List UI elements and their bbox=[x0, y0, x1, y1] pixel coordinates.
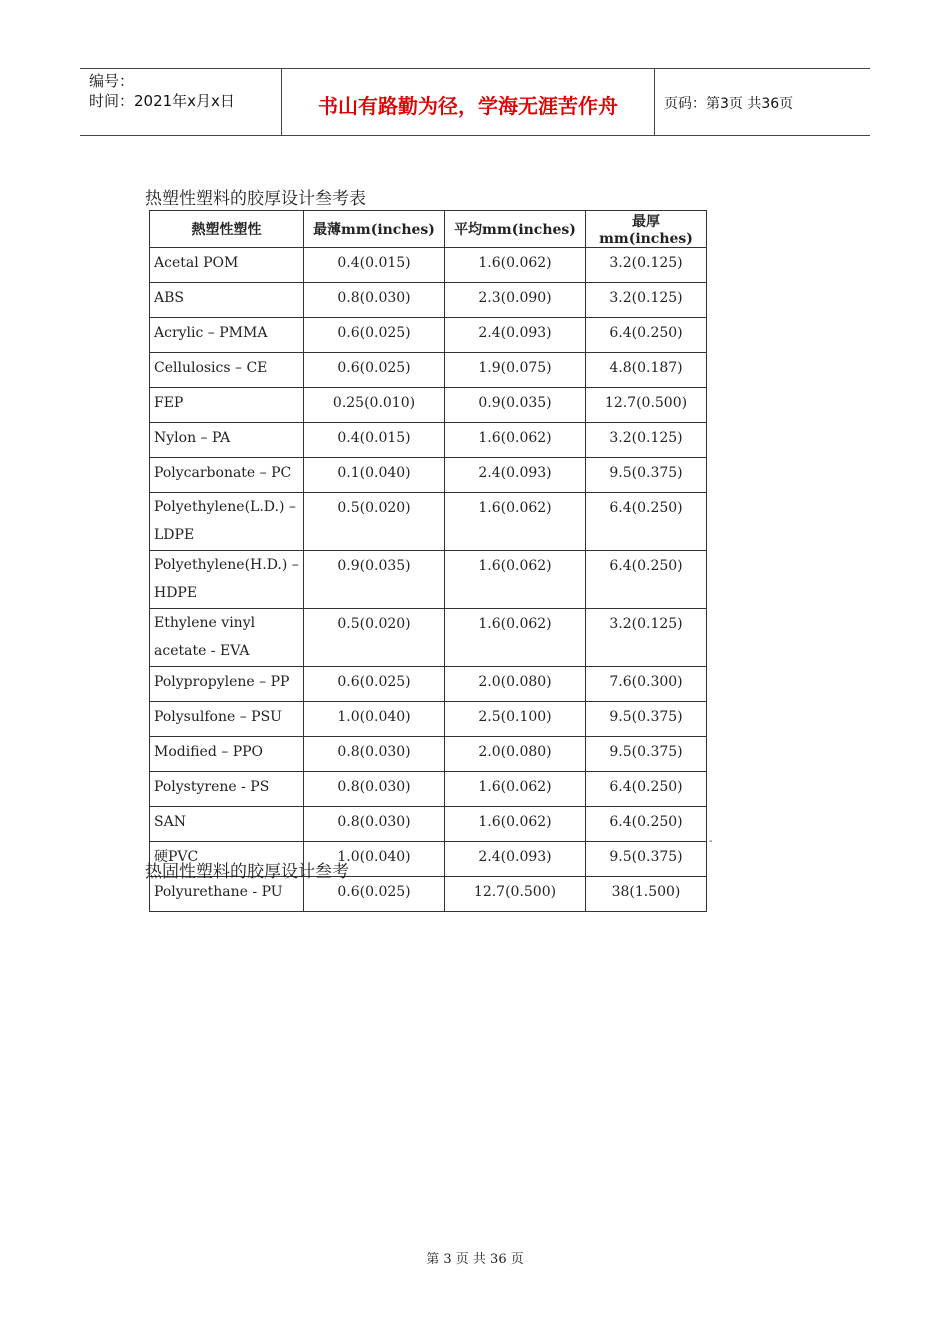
max-cell: 6.4(0.250) bbox=[586, 493, 707, 551]
max-cell: 6.4(0.250) bbox=[586, 807, 707, 842]
min-cell: 0.1(0.040) bbox=[304, 458, 445, 493]
max-cell: 4.8(0.187) bbox=[586, 353, 707, 388]
avg-cell: 2.4(0.093) bbox=[445, 458, 586, 493]
min-cell: 0.4(0.015) bbox=[304, 248, 445, 283]
table-row bbox=[150, 737, 707, 772]
avg-cell: 0.9(0.035) bbox=[445, 388, 586, 423]
min-cell: 0.6(0.025) bbox=[304, 318, 445, 353]
max-cell: 12.7(0.500) bbox=[586, 388, 707, 423]
avg-cell: 1.6(0.062) bbox=[445, 609, 586, 667]
header-top-rule bbox=[80, 68, 870, 69]
material-cell: Polycarbonate – PC bbox=[150, 458, 304, 493]
column-header-min: 最薄mm(inches) bbox=[304, 211, 445, 248]
section2-caption: 热固性塑料的胶厚设计叁考 bbox=[145, 862, 349, 882]
max-cell: 3.2(0.125) bbox=[586, 609, 707, 667]
min-cell: 0.8(0.030) bbox=[304, 737, 445, 772]
max-cell: 9.5(0.375) bbox=[586, 842, 707, 877]
max-cell: 6.4(0.250) bbox=[586, 318, 707, 353]
avg-cell: 1.6(0.062) bbox=[445, 551, 586, 609]
table-row bbox=[150, 807, 707, 842]
column-header-material: 熱塑性塑性 bbox=[150, 211, 304, 248]
min-cell: 0.4(0.015) bbox=[304, 423, 445, 458]
min-cell: 0.8(0.030) bbox=[304, 283, 445, 318]
material-cell: FEP bbox=[150, 388, 304, 423]
material-cell: Nylon – PA bbox=[150, 423, 304, 458]
max-cell: 6.4(0.250) bbox=[586, 772, 707, 807]
table-row bbox=[150, 458, 707, 493]
material-cell: Polyethylene(L.D.) – LDPE bbox=[150, 493, 304, 551]
min-cell: 0.5(0.020) bbox=[304, 609, 445, 667]
avg-cell: 1.9(0.075) bbox=[445, 353, 586, 388]
max-cell: 3.2(0.125) bbox=[586, 248, 707, 283]
avg-cell: 1.6(0.062) bbox=[445, 248, 586, 283]
serial-label: 编号： bbox=[89, 72, 135, 90]
table-row bbox=[150, 772, 707, 807]
material-cell: Polystyrene - PS bbox=[150, 772, 304, 807]
min-cell: 0.6(0.025) bbox=[304, 353, 445, 388]
max-cell: 7.6(0.300) bbox=[586, 667, 707, 702]
table-row bbox=[150, 423, 707, 458]
avg-cell: 2.0(0.080) bbox=[445, 667, 586, 702]
material-cell: Polyurethane - PU bbox=[150, 877, 304, 912]
min-cell: 0.5(0.020) bbox=[304, 493, 445, 551]
min-cell: 0.6(0.025) bbox=[304, 667, 445, 702]
min-cell: 1.0(0.040) bbox=[304, 842, 445, 877]
table-row bbox=[150, 353, 707, 388]
material-cell: Polysulfone – PSU bbox=[150, 702, 304, 737]
page-footer: 第 3 页 共 36 页 bbox=[426, 1252, 524, 1267]
thickness-table bbox=[149, 210, 707, 912]
max-cell: 9.5(0.375) bbox=[586, 702, 707, 737]
material-cell: Ethylene vinyl acetate - EVA bbox=[150, 609, 304, 667]
table-row bbox=[150, 388, 707, 423]
table-header-row bbox=[150, 211, 707, 248]
material-cell: SAN bbox=[150, 807, 304, 842]
table-row bbox=[150, 493, 707, 551]
table-caption: 热塑性塑料的胶厚设计叁考表 bbox=[145, 189, 366, 209]
table-row bbox=[150, 609, 707, 667]
avg-cell: 2.4(0.093) bbox=[445, 318, 586, 353]
max-cell: 6.4(0.250) bbox=[586, 551, 707, 609]
table-row bbox=[150, 551, 707, 609]
min-cell: 0.25(0.010) bbox=[304, 388, 445, 423]
table-end-mark: - bbox=[709, 836, 713, 847]
avg-cell: 1.6(0.062) bbox=[445, 807, 586, 842]
header-page-info: 页码：第3页 共36页 bbox=[664, 96, 794, 112]
time-label: 时间：2021年x月x日 bbox=[89, 92, 235, 110]
min-cell: 0.8(0.030) bbox=[304, 772, 445, 807]
material-cell: Cellulosics – CE bbox=[150, 353, 304, 388]
min-cell: 0.6(0.025) bbox=[304, 877, 445, 912]
header-divider-right bbox=[654, 68, 655, 136]
material-cell: Modified – PPO bbox=[150, 737, 304, 772]
material-cell: ABS bbox=[150, 283, 304, 318]
table-row bbox=[150, 283, 707, 318]
column-header-avg: 平均mm(inches) bbox=[445, 211, 586, 248]
material-cell: Acetal POM bbox=[150, 248, 304, 283]
table-row bbox=[150, 667, 707, 702]
material-cell: Acrylic – PMMA bbox=[150, 318, 304, 353]
max-cell: 38(1.500) bbox=[586, 877, 707, 912]
material-cell: Polyethylene(H.D.) – HDPE bbox=[150, 551, 304, 609]
header-bottom-rule bbox=[80, 135, 870, 136]
avg-cell: 1.6(0.062) bbox=[445, 772, 586, 807]
avg-cell: 2.4(0.093) bbox=[445, 842, 586, 877]
max-cell: 9.5(0.375) bbox=[586, 458, 707, 493]
avg-cell: 1.6(0.062) bbox=[445, 493, 586, 551]
table-row bbox=[150, 248, 707, 283]
avg-cell: 2.0(0.080) bbox=[445, 737, 586, 772]
avg-cell: 2.3(0.090) bbox=[445, 283, 586, 318]
min-cell: 1.0(0.040) bbox=[304, 702, 445, 737]
header-meta bbox=[89, 71, 235, 111]
max-cell: 9.5(0.375) bbox=[586, 737, 707, 772]
avg-cell: 2.5(0.100) bbox=[445, 702, 586, 737]
avg-cell: 12.7(0.500) bbox=[445, 877, 586, 912]
table-row bbox=[150, 702, 707, 737]
column-header-max: 最厚mm(inches) bbox=[586, 211, 707, 248]
header-motto: 书山有路勤为径，学海无涯苦作舟 bbox=[318, 94, 618, 118]
material-cell: 硬PVC bbox=[150, 842, 304, 877]
max-cell: 3.2(0.125) bbox=[586, 423, 707, 458]
min-cell: 0.8(0.030) bbox=[304, 807, 445, 842]
table-row bbox=[150, 318, 707, 353]
max-cell: 3.2(0.125) bbox=[586, 283, 707, 318]
min-cell: 0.9(0.035) bbox=[304, 551, 445, 609]
avg-cell: 1.6(0.062) bbox=[445, 423, 586, 458]
material-cell: Polypropylene – PP bbox=[150, 667, 304, 702]
